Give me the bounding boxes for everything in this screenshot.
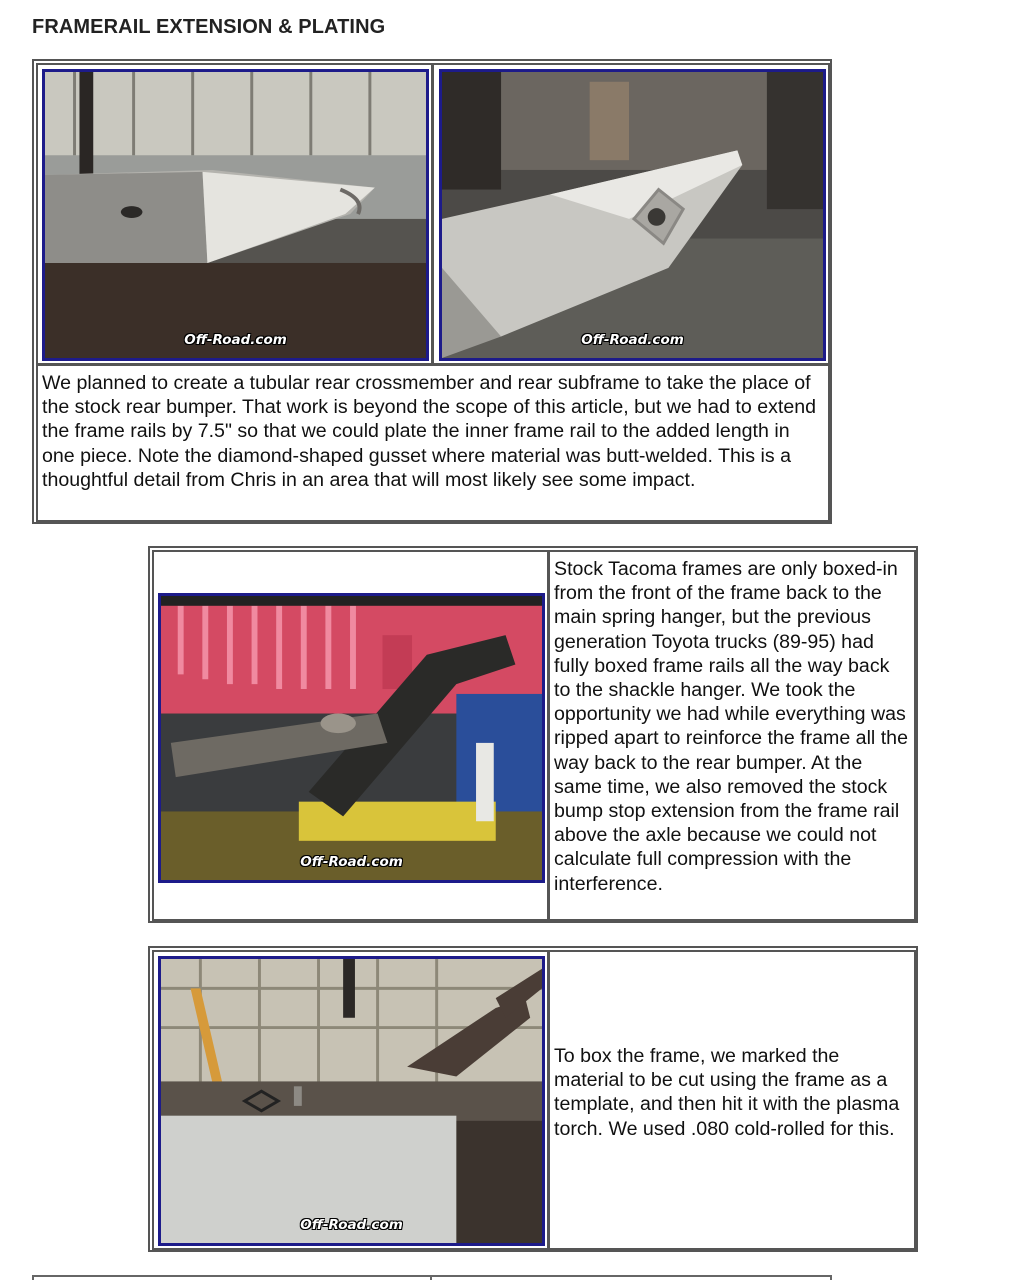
photo-watermark: Off-Road.com [300, 854, 403, 870]
caption-cell-3 [548, 950, 916, 1250]
photo-watermark: Off-Road.com [581, 332, 684, 348]
caption-cell-1: We planned to create a tubular rear crossmember and rear subframe to take the place of the stock rear bumper. That work is beyond the scope of this article, but we had to extend the frame rails by 7.5" so that we could plate the inner frame rail to the added length in one piece. Note the diamond-shaped gusset where material was butt-welded. This is a thoughtful detail from Chris in an area that will most likely see some impact. [36, 364, 830, 522]
next-table-edge [32, 1275, 832, 1280]
photo-cell-right [432, 63, 830, 365]
photo-table-2 [148, 546, 918, 923]
diamond-gusset-photo [439, 69, 826, 361]
frame-rail-extension-photo [42, 69, 429, 361]
photo-watermark: Off-Road.com [184, 332, 287, 348]
caption-cell-2: Stock Tacoma frames are only boxed-in from the front of the frame back to the main spring hanger, but the previous generation Toyota trucks (89-95) had fully boxed frame rails all the way back to the shackle hanger. We took the opportunity we had while everything was ripped apart to reinforce the frame all the way back to the rear bumper. At the same time, we also removed the stock bump stop extension from the frame rail above the axle because we could not calculate full compression with the interference. [548, 550, 916, 921]
photo-cell-left [36, 63, 433, 365]
photo-watermark: Off-Road.com [300, 1217, 403, 1233]
photo-table-3 [148, 946, 918, 1252]
boxed-frame-underside-photo [158, 593, 545, 883]
plate-cutting-photo [158, 956, 545, 1246]
next-table-divider [430, 1275, 432, 1280]
photo-cell [152, 950, 549, 1250]
section-heading: FRAMERAIL EXTENSION & PLATING [32, 16, 386, 38]
caption-text-3: To box the frame, we marked the material to be cut using the frame as a template, and then hit it with the plasma torch. We used .080 cold-rolled for this. [554, 1045, 900, 1140]
photo-table-1 [32, 59, 832, 524]
photo-cell [152, 550, 549, 921]
